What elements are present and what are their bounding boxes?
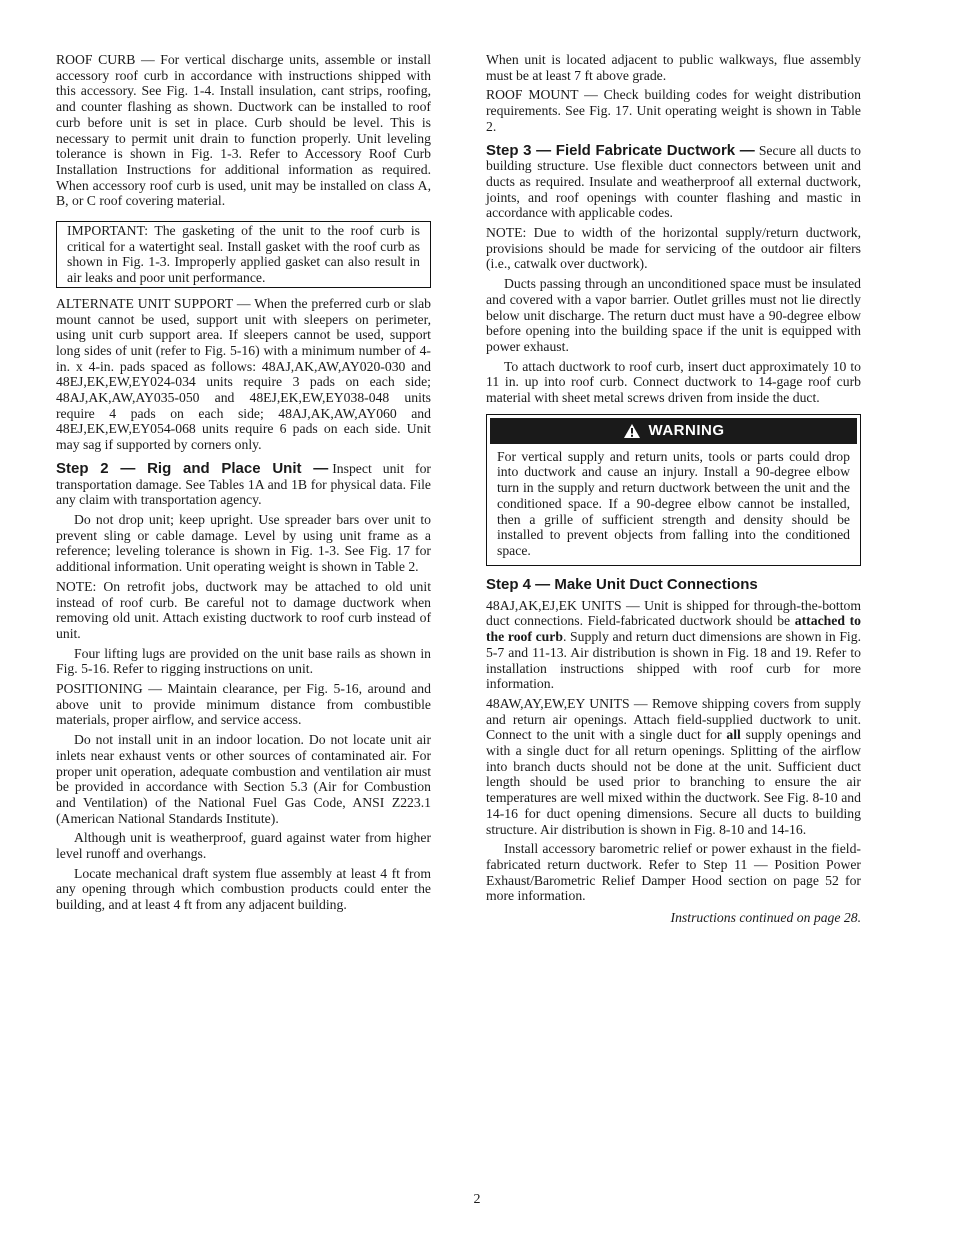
aw-units-paragraph <box>486 696 861 837</box>
aw-text-a: 48AW,AY,EW,EY UNITS — Remove shipping covers from supply and return air openings. Attach field-supplied ductwork to unit. Connect to the unit with a single duct for <box>486 695 861 743</box>
step2-heading: Step 2 — Rig and Place Unit — <box>56 459 329 477</box>
positioning-paragraph: POSITIONING — Maintain clearance, per Fig. 5-16, around and above unit to provide minimum distance from combustible materials, proper airflow, and service access. <box>56 681 431 728</box>
step3-text: Secure all ducts to building structure. Use flexible duct connectors between unit and ducts as required. Insulate and weatherproof all external ductwork, joints, and roof openings with counter flashing and mastic in accordance with applicable codes. <box>486 142 861 221</box>
aj-units-paragraph <box>486 598 861 692</box>
retrofit-note: NOTE: On retrofit jobs, ductwork may be attached to old unit instead of roof curb. Be careful not to damage ductwork when removing old unit. Attach existing ductwork to roof curb instead of unit. <box>56 578 431 641</box>
important-text: IMPORTANT: The gasketing of the unit to the roof curb is critical for a watertight seal. Install gasket with the roof curb as shown in Fig. 1-3. Improperly applied gasket can also result in air leaks and poor unit performance. <box>67 223 420 286</box>
lugs-paragraph: Four lifting lugs are provided on the unit base rails as shown in Fig. 5-16. Refer to rigging instructions on unit. <box>56 645 431 677</box>
warning-header <box>490 418 857 444</box>
page-number: 2 <box>473 1192 481 1207</box>
indoor-paragraph: Do not install unit in an indoor location. Do not locate unit air inlets near exhaust vents or other sources of contaminated air. For proper unit operation, adequate combustion and ventilation air must be provided in accordance with Section 5.3 (Air for Combustion and Ventilation) of the National Fuel Gas Code, ANSI Z223.1 (American National Standards Institute). <box>56 732 431 826</box>
barometric-paragraph: Install accessory barometric relief or power exhaust in the field-fabricated return ductwork. Refer to Step 11 — Position Power Exhaust/Barometric Relief Damper Hood section on page 52 for more information. <box>486 841 861 904</box>
drop-paragraph: Do not drop unit; keep upright. Use spreader bars over unit to prevent sling or cable damage. Level by using unit frame as a reference; leveling tolerance is shown in Fig. 1-3. See Fig. 17 for additional information. Unit operating weight is shown in Table 2. <box>56 511 431 575</box>
alternate-support-paragraph: ALTERNATE UNIT SUPPORT — When the preferred curb or slab mount cannot be used, support unit with sleepers on perimeter, using unit curb support area. If sleepers cannot be used, support long sides of unit (refer to Fig. 5-16) with a minimum number of 4-in. x 4-in. pads spaced as follows: 48AJ,AK,AW,AY020-030 and 48EJ,EK,EW,EY024-034 units require 3 pads on each side; 48AJ,AK,AW,AY035-050 and 48EJ,EK,EW,EY038-048 units require 4 pads on each side; 48AJ,AK,AW,AY060 and 48EJ,EK,EW,EY054-068 units require 6 pads on each side. Unit may sag if supported by corners only. <box>56 295 431 453</box>
aj-text-a: 48AJ,AK,EJ,EK UNITS — Unit is shipped for through-the-bottom duct connections. Field-fabricated ductwork should be <box>486 597 861 629</box>
warning-label: WARNING <box>648 421 725 439</box>
aw-text-bold: all <box>726 727 741 743</box>
left-column <box>56 52 431 917</box>
aj-text-bold: attached to the roof curb <box>486 613 861 645</box>
note-width-paragraph: NOTE: Due to width of the horizontal supply/return ductwork, provisions should be made for servicing of the outdoor air filters (i.e., catwalk over ductwork). <box>486 225 861 272</box>
right-column <box>486 52 861 930</box>
warning-body <box>487 447 860 565</box>
step3-paragraph <box>486 143 861 222</box>
step4-heading: Step 4 — Make Unit Duct Connections <box>486 575 758 593</box>
roof-curb-paragraph: ROOF CURB — For vertical discharge units, assemble or install accessory roof curb in accordance with instructions shipped with this accessory. See Fig. 1-4. Install insulation, cant strips, roofing, and counter flashing as shown. Ductwork can be installed to roof curb before unit is set in place. Curb should be level. This is necessary to permit unit drain to function properly. Unit leveling tolerance is shown in Fig. 1-3. Refer to Accessory Roof Curb Installation Instructions for additional information as required. When accessory roof curb is used, unit may be installed on class A, B, or C roof covering material. <box>56 52 431 209</box>
unconditioned-paragraph: Ducts passing through an unconditioned space must be insulated and covered with a vapor barrier. Outlet grilles must not lie directly below unit discharge. The return duct must have a 90-degree elbow before opening into the building space if the unit is equipped with power exhaust. <box>486 276 861 354</box>
step2-text: Inspect unit for transportation damage. See Tables 1A and 1B for physical data. File any claim with transportation agency. <box>56 460 431 508</box>
aj-text-b: . Supply and return duct dimensions are shown in Fig. 5-7 and 11-13. Air distribution is shown in Fig. 18 and 19. Refer to installation instructions shipped with roof curb for more information. <box>486 629 862 692</box>
roof-mount-paragraph: ROOF MOUNT — Check building codes for weight distribution requirements. See Fig. 17. Unit operating weight is shown in Table 2. <box>486 87 861 134</box>
attach-paragraph: To attach ductwork to roof curb, insert duct approximately 10 to 11 in. up into roof curb. Connect ductwork to 14-gage roof curb material with sheet metal screws driven from inside the duct. <box>486 358 861 406</box>
warning-text: For vertical supply and return units, tools or parts could drop into ductwork and cause an injury. Install a 90-degree elbow turn in the supply and return ductwork between the unit and the conditioned space. If a 90-degree elbow cannot be installed, then a grille of sufficient strength and density should be installed to prevent objects from falling into the conditioned space. <box>497 448 850 558</box>
continued-note: Instructions continued on page 28. <box>670 910 861 926</box>
step3-heading: Step 3 — Field Fabricate Ductwork — <box>486 141 755 159</box>
flue-paragraph: Locate mechanical draft system flue assembly at least 4 ft from any opening through which combustion products could enter the building, and at least 4 ft from any adjacent building. <box>56 865 431 913</box>
warning-triangle-icon <box>623 423 641 439</box>
walkways-paragraph: When unit is located adjacent to public walkways, flue assembly must be at least 7 ft above grade. <box>486 52 861 83</box>
important-box <box>56 221 431 288</box>
aw-text-b: supply openings and with a single duct for all return openings. Splitting of the airflow into branch ducts should not be done at the unit. Sufficient duct length should be used prior to branching to ensure the air temperatures are well mixed within the ductwork. See Fig. 8-10 and 14-16 for duct opening dimensions. Secure all ducts to building structure. Air distribution is shown in Fig. 8-10 and 14-16. <box>486 727 861 837</box>
warning-box <box>486 414 861 566</box>
weatherproof-paragraph: Although unit is weatherproof, guard against water from higher level runoff and overhangs. <box>56 830 431 862</box>
step2-paragraph <box>56 461 431 508</box>
